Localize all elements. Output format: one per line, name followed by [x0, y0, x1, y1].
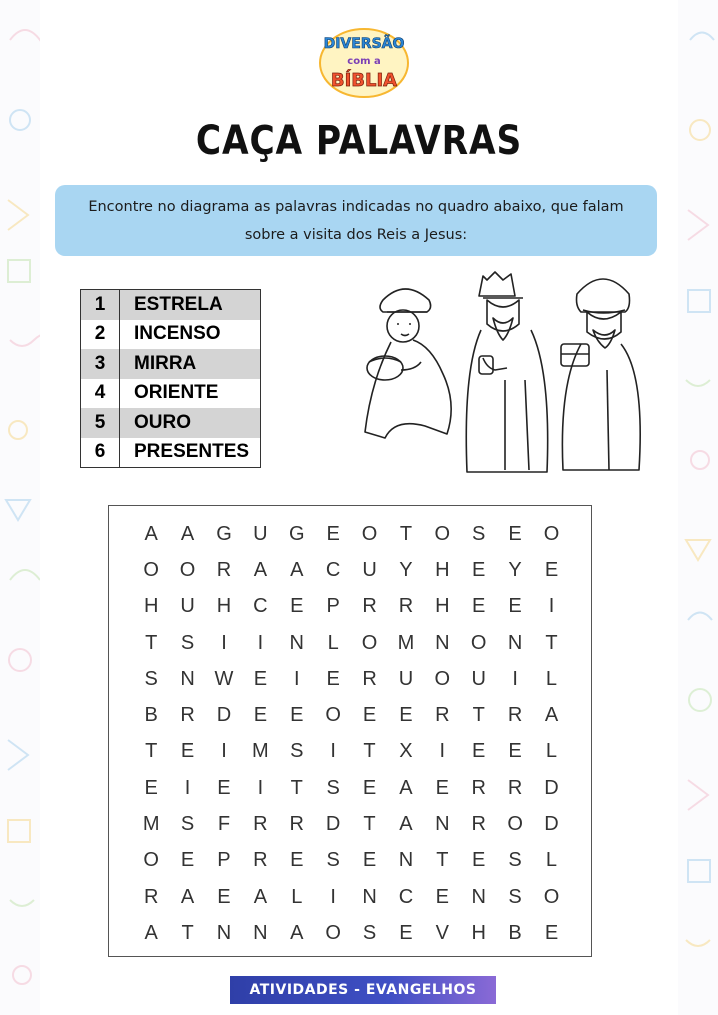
grid-letter[interactable]: N	[216, 921, 232, 944]
word-list-row	[81, 408, 261, 438]
king-standing-middle	[466, 272, 547, 472]
grid-letter[interactable]: P	[217, 849, 231, 872]
grid-letter[interactable]: T	[181, 921, 194, 944]
grid-letter[interactable]: L	[327, 631, 339, 654]
logo-line2: com a	[347, 56, 381, 67]
grid-letter[interactable]: O	[361, 631, 378, 654]
grid-letter[interactable]: E	[472, 558, 486, 581]
grid-letter[interactable]: L	[291, 885, 303, 908]
grid-letter[interactable]: R	[435, 704, 450, 727]
grid-letter[interactable]: A	[253, 558, 268, 581]
grid-letter[interactable]: H	[216, 595, 232, 618]
page-title: CAÇA PALAVRAS	[195, 118, 523, 164]
grid-letter[interactable]: S	[508, 849, 522, 872]
grid-letter[interactable]: G	[288, 522, 305, 545]
grid-letter[interactable]: U	[398, 667, 414, 690]
king-kneeling	[365, 289, 451, 438]
grid-letter[interactable]: E	[544, 558, 559, 581]
grid-letter[interactable]: O	[325, 704, 341, 727]
grid-letter[interactable]: Y	[399, 558, 413, 581]
grid-letter[interactable]: I	[439, 740, 446, 763]
grid-letter[interactable]: T	[290, 776, 303, 799]
grid-letter[interactable]: R	[216, 558, 232, 581]
word-number: 4	[81, 379, 120, 409]
word-item: MIRRA	[120, 349, 261, 379]
word-item: ESTRELA	[120, 290, 261, 320]
grid-letter[interactable]: N	[435, 631, 450, 654]
grid-letter[interactable]: I	[221, 740, 227, 763]
grid-letter[interactable]: E	[290, 849, 304, 872]
grid-letter[interactable]: E	[508, 740, 522, 763]
grid-letter[interactable]: O	[543, 885, 560, 908]
grid-letter[interactable]: M	[397, 631, 415, 654]
grid-letter[interactable]: E	[435, 776, 449, 799]
grid-letter[interactable]: O	[434, 522, 451, 545]
grid-letter[interactable]: I	[330, 885, 336, 908]
grid-letter[interactable]: H	[435, 558, 450, 581]
grid-letter[interactable]: D	[544, 776, 559, 799]
grid-letter[interactable]: A	[253, 885, 268, 908]
grid-letter[interactable]: C	[253, 595, 268, 618]
grid-letter[interactable]: N	[362, 885, 377, 908]
instructions-box: Encontre no diagrama as palavras indicadas no quadro abaixo, que falam sobre a visita dos Reis a Jesus:	[55, 185, 657, 256]
grid-letter[interactable]: N	[507, 631, 523, 654]
grid-letter[interactable]: T	[363, 813, 376, 836]
word-number: 5	[81, 408, 120, 438]
grid-letter[interactable]: O	[325, 921, 341, 944]
grid-letter[interactable]: A	[399, 776, 413, 799]
grid-letter[interactable]: A	[144, 921, 158, 944]
grid-letter[interactable]: R	[253, 849, 268, 872]
grid-letter[interactable]: E	[508, 595, 522, 618]
grid-letter[interactable]: E	[472, 595, 486, 618]
grid-letter[interactable]: S	[508, 885, 522, 908]
grid-letter[interactable]: I	[330, 740, 336, 763]
word-list-table	[80, 289, 261, 468]
grid-letter[interactable]: I	[293, 667, 300, 690]
word-item: PRESENTES	[134, 441, 250, 463]
grid-letter[interactable]: S	[472, 522, 486, 545]
grid-letter[interactable]: R	[471, 776, 486, 799]
king-standing-right	[561, 279, 640, 470]
three-kings-illustration	[355, 270, 655, 485]
grid-letter[interactable]: I	[548, 595, 555, 618]
grid-letter[interactable]: R	[362, 595, 377, 618]
grid-letter[interactable]: A	[290, 558, 304, 581]
grid-letter[interactable]: T	[363, 740, 376, 763]
grid-letter[interactable]: N	[289, 631, 304, 654]
grid-letter[interactable]: E	[399, 921, 413, 944]
grid-letter[interactable]: S	[362, 921, 377, 944]
grid-letter[interactable]: R	[471, 813, 486, 836]
grid-letter[interactable]: E	[362, 849, 377, 872]
grid-letter[interactable]: N	[435, 813, 450, 836]
word-number: 3	[81, 349, 120, 379]
grid-letter[interactable]: E	[435, 885, 449, 908]
grid-letter[interactable]: B	[508, 921, 522, 944]
grid-letter[interactable]: E	[508, 522, 522, 545]
grid-letter[interactable]: T	[545, 631, 558, 654]
grid-letter[interactable]: S	[326, 849, 340, 872]
grid-letter[interactable]: W	[214, 667, 234, 690]
grid-letter[interactable]: S	[326, 776, 340, 799]
grid-letter[interactable]: R	[398, 595, 414, 618]
word-number: 6	[81, 438, 120, 468]
grid-letter[interactable]: R	[143, 885, 159, 908]
grid-letter[interactable]: E	[144, 776, 158, 799]
grid-letter[interactable]: O	[179, 558, 196, 581]
grid-letter[interactable]: E	[544, 921, 559, 944]
grid-letter[interactable]: R	[507, 704, 523, 727]
logo-line3: BÍBLIA	[330, 70, 398, 91]
grid-letter[interactable]: S	[144, 667, 158, 690]
grid-letter[interactable]: R	[289, 813, 304, 836]
grid-letter[interactable]: E	[253, 704, 268, 727]
grid-letter[interactable]: P	[326, 595, 340, 618]
grid-letter[interactable]: U	[362, 558, 377, 581]
grid-letter[interactable]: H	[471, 921, 486, 944]
word-item: OURO	[120, 408, 261, 438]
grid-letter[interactable]: O	[361, 522, 378, 545]
grid-letter[interactable]: R	[253, 813, 268, 836]
grid-letter[interactable]: Y	[508, 558, 522, 581]
grid-letter[interactable]: E	[290, 704, 304, 727]
grid-letter[interactable]: E	[399, 704, 413, 727]
grid-letter[interactable]: E	[290, 595, 304, 618]
grid-letter[interactable]: V	[435, 921, 449, 944]
grid-letter[interactable]: L	[545, 849, 558, 872]
grid-letter[interactable]: B	[144, 704, 158, 727]
grid-letter[interactable]: L	[545, 740, 558, 763]
grid-letter[interactable]: H	[143, 595, 159, 618]
grid-letter[interactable]: A	[290, 921, 304, 944]
grid-letter[interactable]: E	[326, 522, 340, 545]
footer-banner: ATIVIDADES - EVANGELHOS	[230, 976, 496, 1004]
grid-letter[interactable]: O	[143, 849, 159, 872]
grid-letter[interactable]: D	[216, 704, 232, 727]
grid-letter[interactable]: A	[399, 813, 413, 836]
grid-letter[interactable]: A	[180, 522, 195, 545]
grid-letter[interactable]: U	[471, 667, 486, 690]
grid-letter[interactable]: O	[507, 813, 523, 836]
grid-letter[interactable]: E	[362, 776, 377, 799]
grid-letter[interactable]: I	[221, 631, 227, 654]
grid-letter[interactable]: T	[436, 849, 449, 872]
word-number: 1	[81, 290, 120, 320]
diversao-com-a-biblia-logo	[318, 26, 410, 100]
grid-letter[interactable]: U	[180, 595, 195, 618]
grid-letter[interactable]: E	[180, 740, 195, 763]
word-list-row	[81, 320, 261, 350]
grid-letter[interactable]: M	[252, 740, 269, 763]
logo-line1: DIVERSÃO	[323, 36, 405, 52]
grid-letter[interactable]: H	[435, 595, 450, 618]
grid-letter[interactable]: E	[217, 885, 231, 908]
grid-letter[interactable]: E	[472, 740, 486, 763]
word-list-row	[81, 379, 261, 409]
grid-letter[interactable]: O	[143, 558, 159, 581]
grid-letter[interactable]: A	[144, 522, 158, 545]
word-list-row	[81, 290, 261, 320]
word-search-grid	[133, 516, 570, 952]
grid-letter[interactable]: E	[362, 704, 377, 727]
grid-letter[interactable]: N	[471, 885, 486, 908]
grid-letter[interactable]: L	[545, 667, 558, 690]
word-list-row	[81, 438, 261, 468]
grid-letter[interactable]: S	[180, 631, 195, 654]
grid-letter[interactable]: R	[180, 704, 195, 727]
grid-letter[interactable]: T	[145, 631, 158, 654]
grid-letter[interactable]: S	[180, 813, 195, 836]
grid-letter[interactable]: I	[184, 776, 191, 799]
grid-letter[interactable]: O	[543, 522, 560, 545]
grid-letter[interactable]: I	[257, 631, 264, 654]
grid-letter[interactable]: E	[326, 667, 340, 690]
word-item: INCENSO	[134, 323, 221, 345]
grid-letter[interactable]: U	[253, 522, 268, 545]
word-number: 2	[81, 320, 120, 350]
grid-letter[interactable]: D	[325, 813, 341, 836]
grid-letter[interactable]: N	[253, 921, 268, 944]
grid-letter[interactable]: N	[180, 667, 195, 690]
grid-letter[interactable]: E	[472, 849, 486, 872]
grid-letter[interactable]: E	[253, 667, 268, 690]
grid-letter[interactable]: O	[434, 667, 451, 690]
grid-letter[interactable]: R	[507, 776, 523, 799]
grid-letter[interactable]: R	[362, 667, 377, 690]
grid-letter[interactable]: A	[544, 704, 559, 727]
word-item: ORIENTE	[134, 382, 219, 404]
grid-letter[interactable]: D	[544, 813, 559, 836]
grid-letter[interactable]: M	[142, 813, 160, 836]
grid-letter[interactable]: T	[472, 704, 485, 727]
grid-letter[interactable]: C	[325, 558, 341, 581]
grid-letter[interactable]: N	[398, 849, 414, 872]
grid-letter[interactable]: A	[180, 885, 195, 908]
grid-letter[interactable]: X	[399, 740, 413, 763]
grid-letter[interactable]: G	[216, 522, 232, 545]
grid-letter[interactable]: C	[398, 885, 414, 908]
grid-letter[interactable]: S	[290, 740, 304, 763]
grid-letter[interactable]: F	[217, 813, 231, 836]
grid-letter[interactable]: I	[257, 776, 264, 799]
grid-letter[interactable]: O	[470, 631, 487, 654]
grid-letter[interactable]: I	[512, 667, 518, 690]
grid-letter[interactable]: T	[145, 740, 158, 763]
grid-letter[interactable]: E	[217, 776, 231, 799]
grid-letter[interactable]: E	[180, 849, 195, 872]
word-list-row	[81, 349, 261, 379]
grid-letter[interactable]: T	[399, 522, 413, 545]
